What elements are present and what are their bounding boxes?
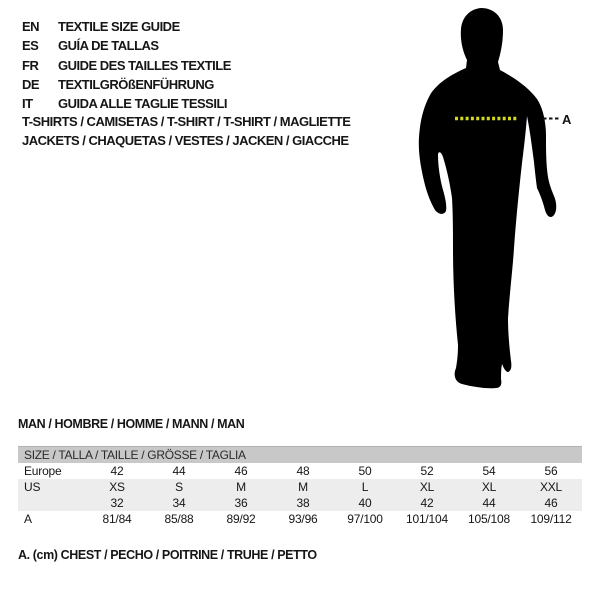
size-cell: 105/108 xyxy=(468,512,510,526)
lang-title: GUIDE DES TAILLES TEXTILE xyxy=(58,57,231,73)
measurement-footnote: A. (cm) CHEST / PECHO / POITRINE / TRUHE / PETTO xyxy=(18,548,317,562)
lang-row-fr xyxy=(22,56,231,75)
size-cell: XL xyxy=(481,480,497,494)
row-label xyxy=(18,495,86,511)
size-cell: 85/88 xyxy=(164,512,194,526)
size-cell: XL xyxy=(419,480,435,494)
size-cell: L xyxy=(361,480,369,494)
size-table-header: SIZE / TALLA / TAILLE / GRÖSSE / TAGLIA xyxy=(18,446,582,463)
lang-code: DE xyxy=(22,76,40,92)
man-silhouette-svg xyxy=(415,5,575,395)
size-cell: 46 xyxy=(234,464,248,478)
size-table xyxy=(18,446,582,527)
lang-title: TEXTILE SIZE GUIDE xyxy=(58,19,180,34)
size-cell: XS xyxy=(109,480,125,494)
table-row-europe xyxy=(18,463,582,479)
size-cell: 34 xyxy=(172,496,186,510)
row-label: Europe xyxy=(24,464,62,478)
size-cell: 56 xyxy=(544,464,558,478)
size-cell: 36 xyxy=(234,496,248,510)
size-cell: M xyxy=(236,480,246,494)
row-label: A xyxy=(24,512,32,526)
lang-row-it xyxy=(22,94,231,113)
size-cell: 44 xyxy=(482,496,496,510)
lang-code: ES xyxy=(22,38,39,54)
lang-title: GUÍA DE TALLAS xyxy=(58,38,159,54)
size-cell: XXL xyxy=(539,480,563,494)
section-title-man: MAN / HOMBRE / HOMME / MANN / MAN xyxy=(18,417,245,431)
size-cell: 32 xyxy=(110,496,124,510)
lang-title: GUIDA ALLE TAGLIE TESSILI xyxy=(58,96,228,112)
measure-label-a: A xyxy=(562,112,572,127)
lang-code: EN xyxy=(22,19,40,34)
size-cell: 42 xyxy=(110,464,124,478)
size-cell: 101/104 xyxy=(406,512,448,526)
size-cell: S xyxy=(175,480,183,494)
size-cell: 48 xyxy=(296,464,310,478)
lang-code: IT xyxy=(22,96,33,112)
table-row-us xyxy=(18,479,582,495)
garment-categories xyxy=(22,112,350,151)
size-cell: 93/96 xyxy=(288,512,318,526)
lang-row-de xyxy=(22,75,231,94)
category-tshirts: T-SHIRTS / CAMISETAS / T-SHIRT / T-SHIRT / MAGLIETTE xyxy=(22,114,351,129)
size-cell: 42 xyxy=(420,496,434,510)
size-cell: 40 xyxy=(358,496,372,510)
size-cell: 89/92 xyxy=(226,512,256,526)
lang-title: TEXTILGRÖßENFÜHRUNG xyxy=(58,76,214,92)
size-cell: 44 xyxy=(172,464,186,478)
language-title-list xyxy=(22,17,231,113)
size-cell: 81/84 xyxy=(102,512,132,526)
man-silhouette-figure xyxy=(415,5,575,395)
lang-row-en xyxy=(22,17,231,36)
size-cell: 97/100 xyxy=(347,512,383,526)
size-cell: 46 xyxy=(544,496,558,510)
size-cell: M xyxy=(298,480,308,494)
lang-row-es xyxy=(22,36,231,55)
size-cell: 50 xyxy=(358,464,372,478)
row-label: US xyxy=(24,480,41,494)
size-cell: 52 xyxy=(420,464,434,478)
table-row-numeric xyxy=(18,495,582,511)
size-cell: 38 xyxy=(296,496,310,510)
size-cell: 109/112 xyxy=(530,512,572,526)
category-jackets: JACKETS / CHAQUETAS / VESTES / JACKEN / GIACCHE xyxy=(22,133,349,149)
size-cell: 54 xyxy=(482,464,496,478)
table-row-chest-a xyxy=(18,511,582,527)
lang-code: FR xyxy=(22,57,39,73)
man-silhouette-shape xyxy=(419,8,556,388)
